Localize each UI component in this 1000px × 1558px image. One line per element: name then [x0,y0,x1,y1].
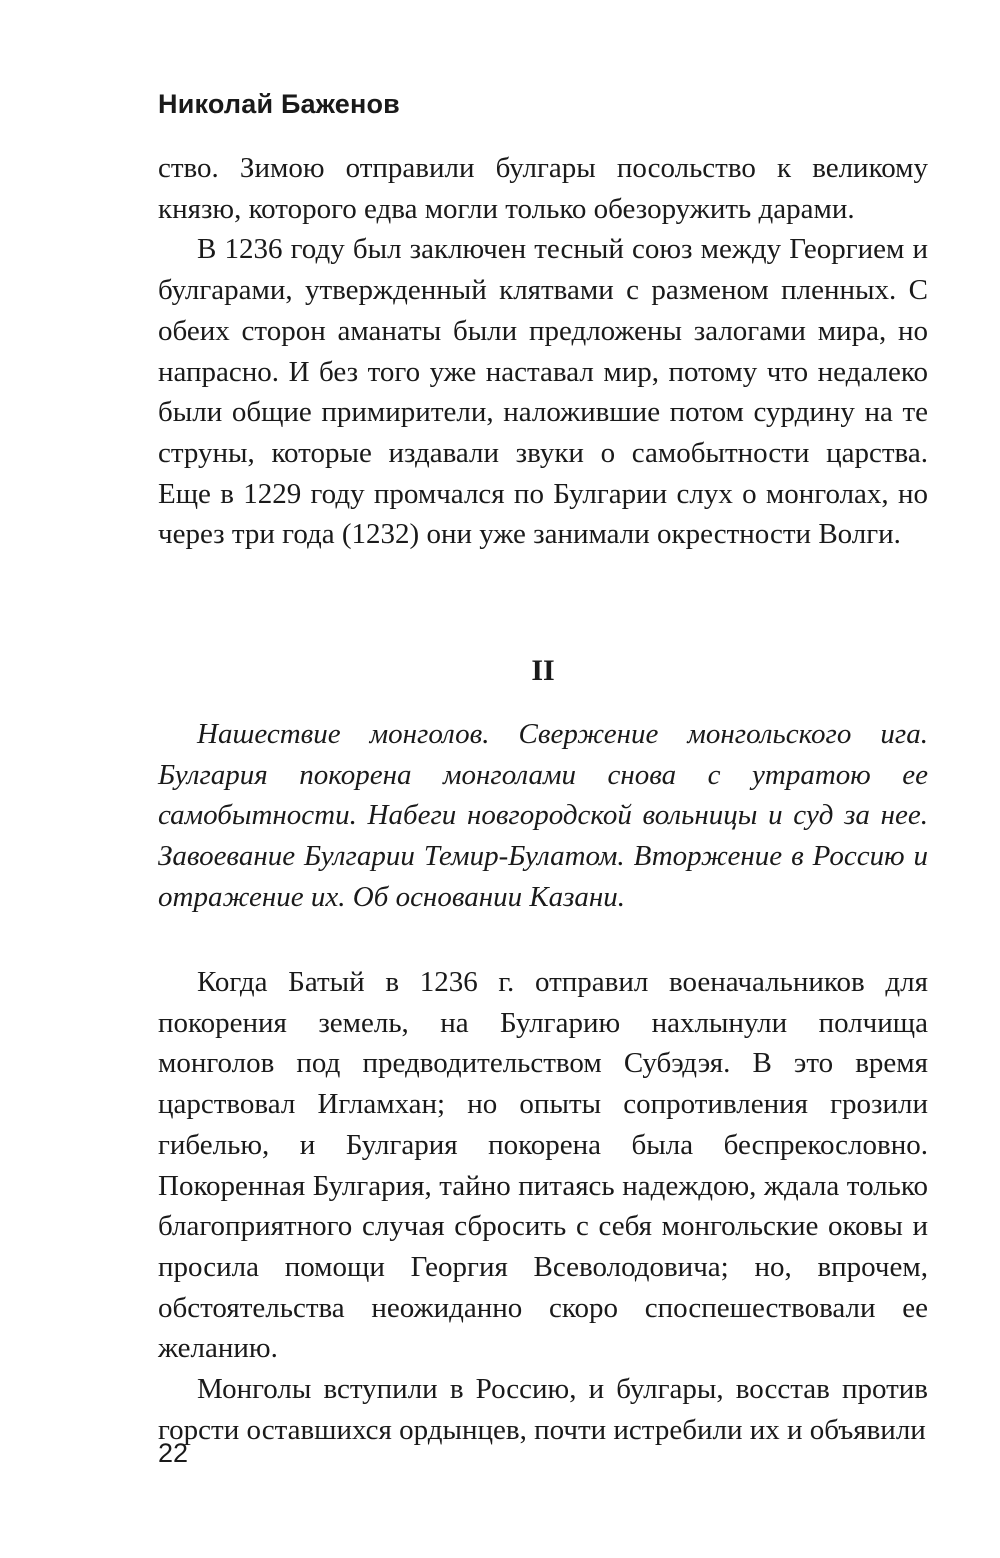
paragraph-batu-invasion: Когда Батый в 1236 г. отправил военачальников для покорения земель, на Булгарию нахлынули полчища монголов под предводительством Субэдэя. В это время царствовал Игламхан; но опыты сопротивления грозили гибелью, и Булгария покорена была беспрекословно. Покоренная Булгария, тайно питаясь надеждою, ждала только благоприятного случая сбросить с себя монгольские оковы и просила помощи Георгия Всеволодовича; но, впрочем, обстоятельства неожиданно скоро споспешествовали ее желанию. [158,966,928,1365]
chapter-number: II [531,654,555,687]
paragraph-mongols-enter-russia: Монголы вступили в Россию, и булгары, восстав против горсти оставшихся ордынцев, почти истребили их и объявили [158,1373,928,1446]
chapter-body [158,962,928,1450]
chapter-summary [158,714,928,918]
chapter-summary-text: Нашествие монголов. Свержение монгольского ига. Булгария покорена монголами снова с утратою ее самобытности. Набеги новгородской вольницы и суд за нее. Завоевание Булгарии Темир-Булатом. Вторжение в Россию и отражение их. Об основании Казани. [158,718,928,913]
book-page [158,0,928,1558]
paragraph-1236-alliance: В 1236 году был заключен тесный союз между Георгием и булгарами, утвержденный клятвами с разменом пленных. С обеих сторон аманаты были предложены залогами мира, но напрасно. И без того уже наставал мир, потому что недалеко были общие примирители, наложившие потом сурдину на те струны, которые издавали звуки о самобытности царства. Еще в 1229 году промчался по Булгарии слух о монголах, но через три года (1232) они уже занимали окрестности Волги. [158,233,928,551]
continued-paragraph: ство. Зимою отправили булгары посольство к великому князю, которого едва могли только обезоружить дарами. [158,152,928,225]
page-number: 22 [158,1438,189,1468]
running-head-author: Николай Баженов [158,89,400,119]
opening-text [158,148,928,555]
